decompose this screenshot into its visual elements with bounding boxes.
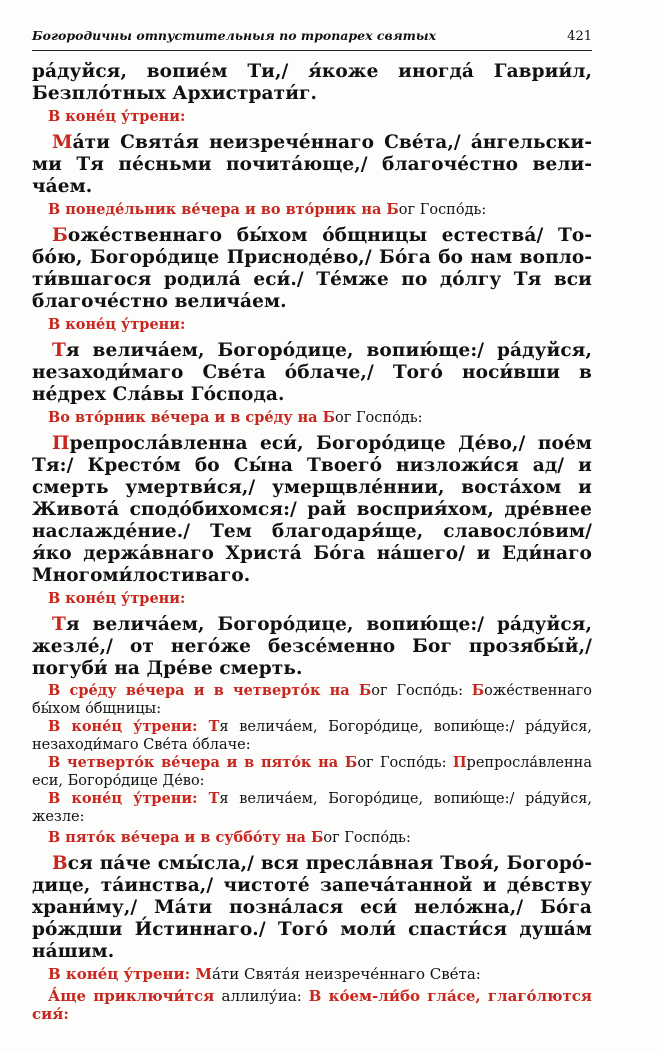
- paragraph-text: я велича́ем, Богоро́дице, вопию́ще:/ ра́дуйся, незаходи́маго Све́та о́блаче,/ Того́ носи́вши в не́дрех Сла́вы Го́спода.: [32, 340, 592, 405]
- rubric-text: В ко́ем-ли́бо гла́се, глаго́лются сия́:: [32, 987, 593, 1023]
- rubric-capital: Б: [322, 409, 336, 426]
- rubric-tail: ог Госпо́дь:: [398, 202, 487, 218]
- rubric-tail: ог Госпо́дь:: [335, 410, 423, 426]
- running-title: Богородичны отпустительныя по тропарех святых: [32, 28, 437, 43]
- rubric-wednesday-evening: [32, 682, 592, 718]
- rubric-text: В коне́ц у́трени:: [48, 790, 209, 807]
- rubric-tail: аллилу́иа:: [221, 987, 309, 1005]
- rubric-friday-evening: [32, 829, 592, 847]
- drop-capital: Т: [52, 340, 66, 361]
- paragraph-continuation: ра́дуйся, вопие́м Ти,/ я́коже иногда́ Гаврии́л, Безпло́тных Архистрати́г.: [32, 61, 592, 104]
- rubric-text: В понеде́льник ве́чера и во вто́рник на: [48, 201, 387, 218]
- drop-capital: Т: [208, 790, 220, 807]
- drop-capital: Б: [52, 225, 68, 246]
- paragraph-vsya-pache-smysla: [32, 853, 592, 963]
- page-number: 421: [567, 29, 592, 44]
- rubric-end-matins-1: В коне́ц у́трени:: [48, 108, 186, 125]
- rubric-thursday-evening: [32, 754, 592, 790]
- paragraph-preproslavlenna: [32, 433, 592, 587]
- incipit-text: оже́ственнаго бы́хом о́бщницы:: [32, 683, 592, 717]
- incipit-text: а́ти Свята́я неизрече́ннаго Све́та:: [211, 965, 481, 983]
- drop-capital: Т: [208, 718, 220, 735]
- paragraph-text: я велича́ем, Богоро́дице, вопию́ще:/ ра́дуйся, жезле́,/ от него́же безсе́менно Бог прозябы́й,/ погуби́ на Дре́ве смерть.: [32, 614, 592, 679]
- rubric-capital: Б: [310, 829, 324, 846]
- paragraph-mati-svyataya: [32, 132, 592, 198]
- rubric-text: ще приключи́тся: [60, 987, 222, 1005]
- rubric-text: В коне́ц у́трени:: [48, 965, 196, 983]
- drop-capital: Б: [471, 682, 485, 699]
- rubric-monday-evening: [32, 201, 592, 219]
- incipit-text: я велича́ем, Богоро́дице, вопию́ще:/ ра́дуйся, жезле:: [32, 791, 592, 825]
- rubric-text: В сре́ду ве́чера и в четверто́к на: [48, 682, 359, 699]
- rubric-end-matins-2: В коне́ц у́трени:: [48, 316, 186, 333]
- rubric-end-matins-5: [32, 790, 592, 826]
- rubric-text: В пято́к ве́чера и в суббо́ту на: [48, 829, 311, 846]
- drop-capital: М: [195, 965, 212, 983]
- rubric-text: В коне́ц у́трени:: [48, 718, 209, 735]
- rubric-text: В четверто́к ве́чера и в пято́к на: [48, 754, 345, 771]
- rubric-text: Во вто́рник ве́чера и в сре́ду на: [48, 409, 323, 426]
- rubric-capital: Б: [344, 754, 358, 771]
- running-header: [32, 28, 592, 51]
- rubric-capital: Б: [386, 201, 399, 218]
- rubric-tail: ог Госпо́дь:: [357, 755, 453, 771]
- rubric-tail: ог Госпо́дь:: [323, 830, 411, 846]
- drop-capital: Т: [52, 614, 66, 635]
- book-page: [32, 28, 592, 1023]
- rubric-tuesday-evening: [32, 409, 592, 427]
- rubric-end-matins-3: В коне́ц у́трени:: [48, 590, 186, 607]
- rubric-end-matins-6: [32, 965, 592, 983]
- drop-capital: В: [52, 853, 68, 874]
- paragraph-text: а́ти Свята́я неизрече́ннаго Све́та,/ а́нгельскими Тя пе́сньми почита́юще,/ благоче́стно велича́ем.: [32, 132, 592, 197]
- rubric-alleluia: [32, 987, 592, 1023]
- paragraph-bozhestvennago: [32, 225, 592, 313]
- paragraph-text: оже́ственнаго бы́хом о́бщницы естества́/ Тобо́ю, Богоро́дице Присноде́во,/ Бо́га бо нам воплоти́вшагося родила́ еси́./ Те́мже по до́лгу Тя вси благоче́стно велича́ем.: [32, 225, 592, 312]
- drop-capital: П: [52, 433, 70, 454]
- rubric-capital: Б: [358, 682, 372, 699]
- drop-capital: П: [452, 754, 467, 771]
- drop-capital: А́: [48, 987, 61, 1005]
- incipit-text: я велича́ем, Богоро́дице, вопию́ще:/ ра́дуйся, незаходи́маго Све́та о́блаче:: [32, 719, 592, 753]
- paragraph-text: ся па́че смы́сла,/ вся пресла́вная Твоя́, Богоро́дице, та́инства,/ чистоте́ запеча́танной и де́вству храни́му,/ Ма́ти позна́лася еси́ нело́жна,/ Бо́га ро́ждши И́стиннаго./ Того́ моли́ спасти́ся душа́м на́шим.: [32, 853, 592, 962]
- paragraph-text: репросла́вленна еси́, Богоро́дице Де́во,/ пое́м Тя:/ Кресто́м бо Сы́на Твоего́ низложи́ся ад/ и смерть умертви́ся,/ умерщвле́ннии, воста́хом и Живота́ сподо́бихомся:/ рай восприя́хом, дре́внее наслажде́ние./ Тем благодаря́ще, славосло́вим/ я́ко держа́внаго Христа́ Бо́га на́шего/ и Еди́наго Многоми́лостиваго.: [32, 433, 592, 586]
- paragraph-tya-velichaem-1: [32, 340, 592, 406]
- drop-capital: М: [52, 132, 73, 153]
- incipit-text: репросла́вленна еси, Богоро́дице Де́во:: [32, 755, 592, 789]
- rubric-tail: ог Госпо́дь:: [371, 683, 472, 699]
- rubric-end-matins-4: [32, 718, 592, 754]
- paragraph-tya-velichaem-2: [32, 614, 592, 680]
